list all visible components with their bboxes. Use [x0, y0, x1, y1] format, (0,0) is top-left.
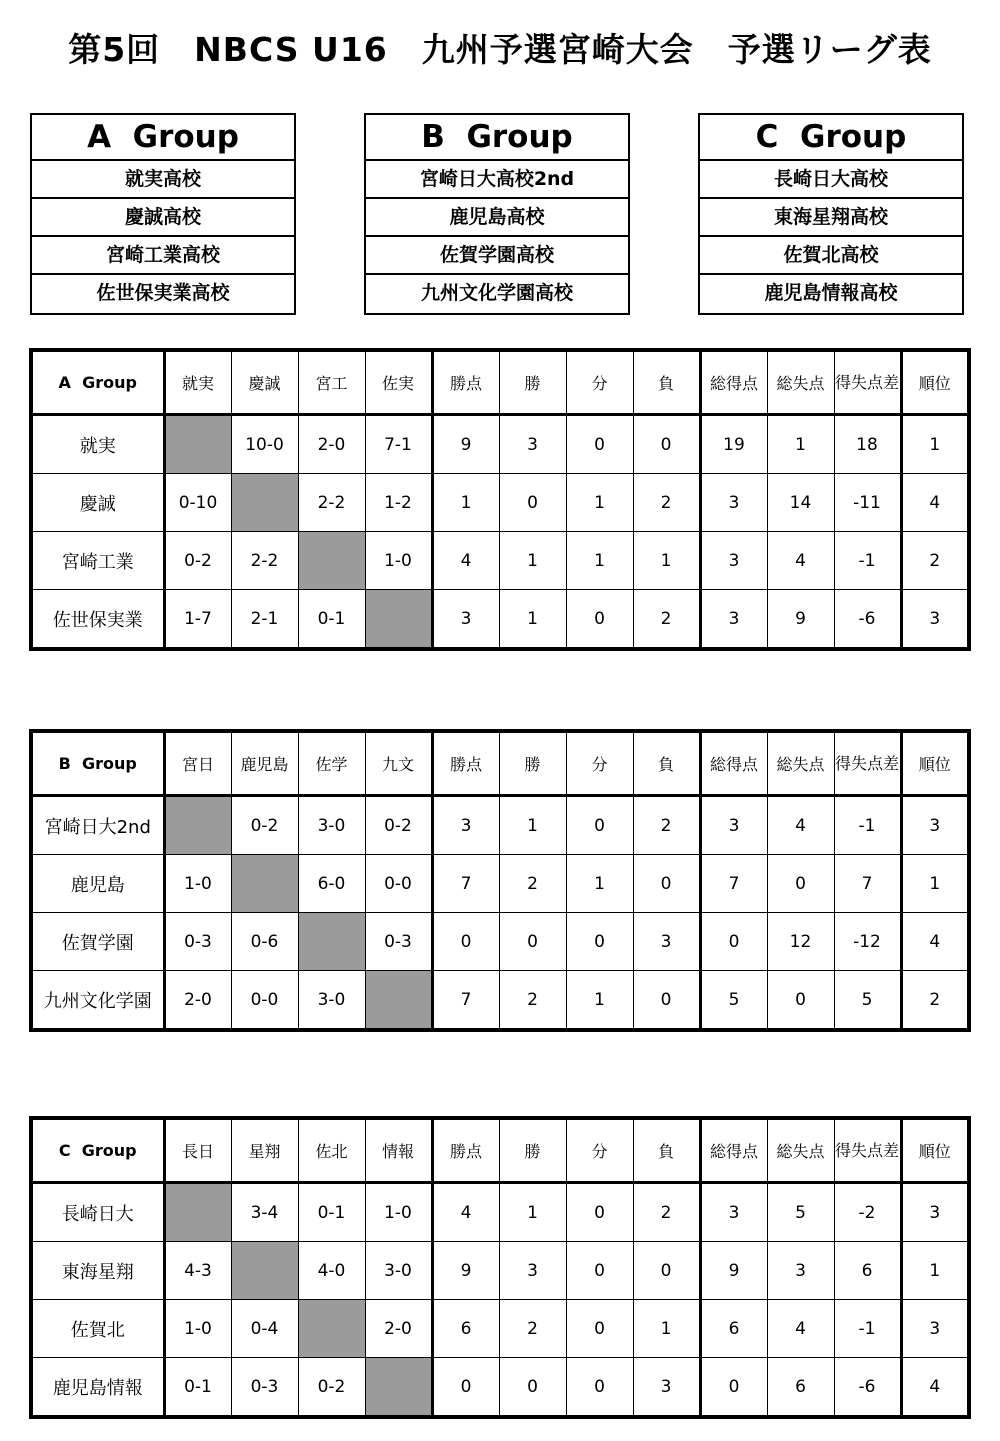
rank: 4	[901, 474, 969, 532]
group-c-team: 鹿児島情報高校	[764, 282, 898, 304]
group-b-team: 佐賀学園高校	[366, 237, 628, 275]
losses: 3	[633, 913, 700, 971]
rank: 1	[901, 415, 969, 474]
opponent-header: 鹿児島	[231, 731, 298, 796]
goals-against: 1	[767, 415, 834, 474]
wins: 1	[499, 532, 566, 590]
table-row	[31, 855, 969, 913]
team-name: 鹿児島	[31, 855, 164, 913]
group-b-team-list	[364, 113, 630, 315]
goals-for: 0	[700, 1358, 767, 1418]
self-match-cell	[231, 1242, 298, 1300]
match-result: 1-7	[164, 590, 231, 650]
match-result: 7-1	[365, 415, 432, 474]
draws-header: 分	[566, 731, 633, 796]
goals-for-header: 総得点	[700, 1118, 767, 1183]
losses-header: 負	[633, 731, 700, 796]
wins: 2	[499, 855, 566, 913]
points: 0	[432, 913, 499, 971]
rank: 4	[901, 1358, 969, 1418]
match-result: 0-1	[298, 1183, 365, 1242]
opponent-header: 就実	[164, 350, 231, 415]
losses: 0	[633, 1242, 700, 1300]
goal-difference: -1	[834, 796, 901, 855]
goals-against: 6	[767, 1358, 834, 1418]
wins-header: 勝	[499, 350, 566, 415]
goal-difference: -6	[834, 1358, 901, 1418]
table-row	[31, 532, 969, 590]
goals-for-header: 総得点	[700, 350, 767, 415]
rank-header: 順位	[901, 1118, 969, 1183]
points-header: 勝点	[432, 1118, 499, 1183]
header-row	[31, 731, 969, 796]
points: 9	[432, 415, 499, 474]
team-name: 佐世保実業	[31, 590, 164, 650]
opponent-header: 長日	[164, 1118, 231, 1183]
group-a-team-list	[30, 113, 296, 315]
losses: 2	[633, 1183, 700, 1242]
match-result: 0-3	[365, 913, 432, 971]
goals-for: 3	[700, 796, 767, 855]
goals-against: 5	[767, 1183, 834, 1242]
group-a-team: 佐世保実業高校	[96, 282, 230, 304]
points: 3	[432, 796, 499, 855]
self-match-cell	[365, 590, 432, 650]
match-result: 0-2	[298, 1358, 365, 1418]
goals-for: 0	[700, 913, 767, 971]
self-match-cell	[164, 796, 231, 855]
wins: 0	[499, 1358, 566, 1418]
goals-against: 0	[767, 971, 834, 1031]
rank: 3	[901, 1183, 969, 1242]
points: 4	[432, 532, 499, 590]
match-result: 0-2	[231, 796, 298, 855]
group-a-heading: A Group	[32, 115, 294, 161]
goal-difference-header: 得失点差	[834, 1118, 901, 1183]
match-result: 0-0	[365, 855, 432, 913]
opponent-header: 九文	[365, 731, 432, 796]
table-row	[31, 415, 969, 474]
group-c-heading: C Group	[700, 115, 962, 161]
match-result: 3-4	[231, 1183, 298, 1242]
opponent-header: 佐実	[365, 350, 432, 415]
draws: 0	[566, 1242, 633, 1300]
draws: 0	[566, 796, 633, 855]
match-result: 0-10	[164, 474, 231, 532]
group-b-team: 宮崎日大高校2nd	[366, 161, 628, 199]
match-result: 2-2	[298, 474, 365, 532]
team-name: 宮崎工業	[31, 532, 164, 590]
group-a-team: 慶誠高校	[32, 199, 294, 237]
match-result: 2-0	[298, 415, 365, 474]
match-result: 3-0	[365, 1242, 432, 1300]
goals-for: 7	[700, 855, 767, 913]
points: 4	[432, 1183, 499, 1242]
draws: 1	[566, 532, 633, 590]
goal-difference: -11	[834, 474, 901, 532]
match-result: 1-0	[164, 855, 231, 913]
goals-against: 12	[767, 913, 834, 971]
draws-header: 分	[566, 350, 633, 415]
goals-against-header: 総失点	[767, 1118, 834, 1183]
rank-header: 順位	[901, 731, 969, 796]
rank: 1	[901, 855, 969, 913]
team-name: 佐賀北	[31, 1300, 164, 1358]
losses: 1	[633, 1300, 700, 1358]
table-row	[31, 796, 969, 855]
goal-difference: 18	[834, 415, 901, 474]
group-label: C Group	[31, 1118, 164, 1183]
goals-against-header: 総失点	[767, 731, 834, 796]
self-match-cell	[365, 971, 432, 1031]
losses-header: 負	[633, 1118, 700, 1183]
table-row	[31, 474, 969, 532]
match-result: 1-0	[164, 1300, 231, 1358]
match-result: 0-4	[231, 1300, 298, 1358]
self-match-cell	[231, 474, 298, 532]
table-row	[31, 1300, 969, 1358]
wins-header: 勝	[499, 1118, 566, 1183]
wins: 1	[499, 1183, 566, 1242]
header-row	[31, 350, 969, 415]
group-b-heading: B Group	[366, 115, 628, 161]
goal-difference: 5	[834, 971, 901, 1031]
match-result: 3-0	[298, 796, 365, 855]
goal-difference: 6	[834, 1242, 901, 1300]
wins: 0	[499, 913, 566, 971]
opponent-header: 佐学	[298, 731, 365, 796]
goal-difference: -1	[834, 1300, 901, 1358]
goals-for: 19	[700, 415, 767, 474]
goals-against: 4	[767, 1300, 834, 1358]
table-row	[31, 1183, 969, 1242]
points: 7	[432, 855, 499, 913]
match-result: 0-6	[231, 913, 298, 971]
match-result: 4-0	[298, 1242, 365, 1300]
league-table-a	[29, 348, 971, 651]
rank: 3	[901, 590, 969, 650]
goal-difference: -6	[834, 590, 901, 650]
table-row	[31, 1242, 969, 1300]
match-result: 10-0	[231, 415, 298, 474]
match-result: 4-3	[164, 1242, 231, 1300]
draws: 0	[566, 415, 633, 474]
match-result: 2-1	[231, 590, 298, 650]
wins: 1	[499, 590, 566, 650]
group-c-team: 長崎日大高校	[700, 161, 962, 199]
rank: 2	[901, 971, 969, 1031]
draws: 1	[566, 474, 633, 532]
opponent-header: 佐北	[298, 1118, 365, 1183]
self-match-cell	[365, 1358, 432, 1418]
draws: 0	[566, 1300, 633, 1358]
draws: 1	[566, 971, 633, 1031]
goal-difference-header: 得失点差	[834, 350, 901, 415]
self-match-cell	[298, 913, 365, 971]
draws: 1	[566, 855, 633, 913]
points: 0	[432, 1358, 499, 1418]
draws: 0	[566, 1358, 633, 1418]
draws: 0	[566, 1183, 633, 1242]
header-row	[31, 1118, 969, 1183]
opponent-header: 情報	[365, 1118, 432, 1183]
group-c-team: 佐賀北高校	[700, 237, 962, 275]
match-result: 2-0	[365, 1300, 432, 1358]
goal-difference-header: 得失点差	[834, 731, 901, 796]
opponent-header: 星翔	[231, 1118, 298, 1183]
team-name: 鹿児島情報	[31, 1358, 164, 1418]
goals-for: 3	[700, 474, 767, 532]
page-title: 第5回 NBCS U16 九州予選宮崎大会 予選リーグ表	[68, 30, 932, 69]
points-header: 勝点	[432, 350, 499, 415]
rank: 3	[901, 1300, 969, 1358]
goals-against: 3	[767, 1242, 834, 1300]
group-b-team: 鹿児島高校	[366, 199, 628, 237]
match-result: 0-1	[164, 1358, 231, 1418]
team-name: 佐賀学園	[31, 913, 164, 971]
league-table-c	[29, 1116, 971, 1419]
wins: 2	[499, 971, 566, 1031]
self-match-cell	[164, 415, 231, 474]
points: 9	[432, 1242, 499, 1300]
group-a-team: 宮崎工業高校	[32, 237, 294, 275]
opponent-header: 宮工	[298, 350, 365, 415]
group-c-team-list	[698, 113, 964, 315]
rank: 2	[901, 532, 969, 590]
goals-against-header: 総失点	[767, 350, 834, 415]
match-result: 0-1	[298, 590, 365, 650]
match-result: 1-0	[365, 532, 432, 590]
self-match-cell	[164, 1183, 231, 1242]
team-name: 長崎日大	[31, 1183, 164, 1242]
match-result: 1-2	[365, 474, 432, 532]
wins: 1	[499, 796, 566, 855]
goals-against: 4	[767, 532, 834, 590]
goals-for-header: 総得点	[700, 731, 767, 796]
group-a-team: 就実高校	[32, 161, 294, 199]
losses: 2	[633, 590, 700, 650]
match-result: 1-0	[365, 1183, 432, 1242]
points: 1	[432, 474, 499, 532]
draws: 0	[566, 913, 633, 971]
losses: 0	[633, 971, 700, 1031]
draws: 0	[566, 590, 633, 650]
table-row	[31, 971, 969, 1031]
match-result: 2-2	[231, 532, 298, 590]
goals-for: 9	[700, 1242, 767, 1300]
goals-for: 6	[700, 1300, 767, 1358]
match-result: 2-0	[164, 971, 231, 1031]
goals-against: 14	[767, 474, 834, 532]
goals-for: 3	[700, 532, 767, 590]
points-header: 勝点	[432, 731, 499, 796]
match-result: 3-0	[298, 971, 365, 1031]
team-name: 九州文化学園	[31, 971, 164, 1031]
group-label: B Group	[31, 731, 164, 796]
wins: 3	[499, 415, 566, 474]
table-row	[31, 1358, 969, 1418]
team-name: 慶誠	[31, 474, 164, 532]
group-c-team: 東海星翔高校	[700, 199, 962, 237]
losses-header: 負	[633, 350, 700, 415]
group-b-team: 九州文化学園高校	[420, 282, 573, 304]
wins: 3	[499, 1242, 566, 1300]
self-match-cell	[231, 855, 298, 913]
rank-header: 順位	[901, 350, 969, 415]
losses: 3	[633, 1358, 700, 1418]
group-label: A Group	[31, 350, 164, 415]
match-result: 6-0	[298, 855, 365, 913]
match-result: 0-3	[231, 1358, 298, 1418]
goals-against: 9	[767, 590, 834, 650]
draws-header: 分	[566, 1118, 633, 1183]
losses: 0	[633, 855, 700, 913]
match-result: 0-3	[164, 913, 231, 971]
self-match-cell	[298, 532, 365, 590]
losses: 2	[633, 474, 700, 532]
match-result: 0-0	[231, 971, 298, 1031]
wins: 2	[499, 1300, 566, 1358]
team-name: 就実	[31, 415, 164, 474]
losses: 1	[633, 532, 700, 590]
goals-against: 0	[767, 855, 834, 913]
opponent-header: 宮日	[164, 731, 231, 796]
team-name: 東海星翔	[31, 1242, 164, 1300]
league-table-b	[29, 729, 971, 1032]
rank: 3	[901, 796, 969, 855]
rank: 1	[901, 1242, 969, 1300]
goals-against: 4	[767, 796, 834, 855]
team-name: 宮崎日大2nd	[31, 796, 164, 855]
goals-for: 3	[700, 1183, 767, 1242]
rank: 4	[901, 913, 969, 971]
goals-for: 3	[700, 590, 767, 650]
goal-difference: -2	[834, 1183, 901, 1242]
losses: 2	[633, 796, 700, 855]
points: 7	[432, 971, 499, 1031]
losses: 0	[633, 415, 700, 474]
points: 6	[432, 1300, 499, 1358]
points: 3	[432, 590, 499, 650]
wins: 0	[499, 474, 566, 532]
opponent-header: 慶誠	[231, 350, 298, 415]
self-match-cell	[298, 1300, 365, 1358]
goal-difference: -12	[834, 913, 901, 971]
goals-for: 5	[700, 971, 767, 1031]
match-result: 0-2	[365, 796, 432, 855]
wins-header: 勝	[499, 731, 566, 796]
match-result: 0-2	[164, 532, 231, 590]
table-row	[31, 590, 969, 650]
table-row	[31, 913, 969, 971]
goal-difference: 7	[834, 855, 901, 913]
goal-difference: -1	[834, 532, 901, 590]
